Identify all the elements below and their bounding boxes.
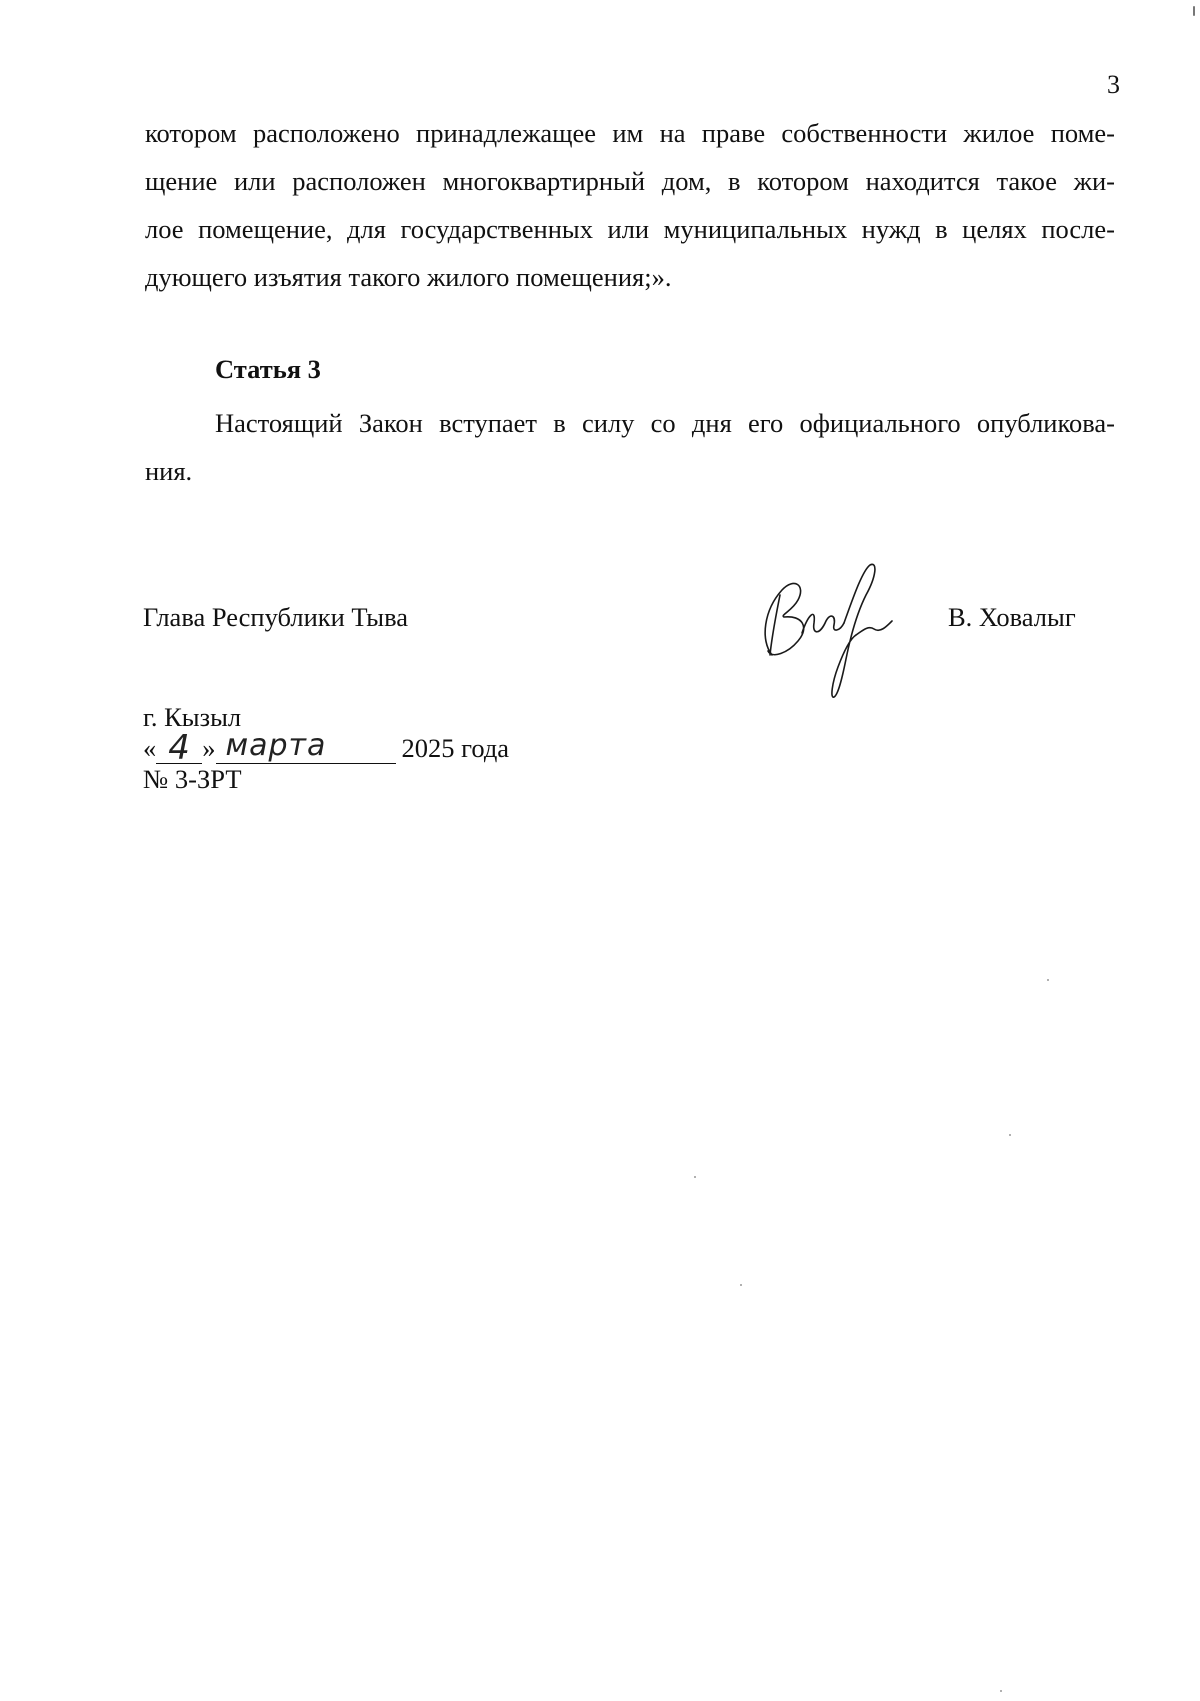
handwritten-signature-icon — [750, 555, 900, 705]
day-blank — [156, 728, 202, 768]
date-line — [143, 728, 510, 768]
day-handwritten: 4 — [168, 728, 190, 768]
paragraph-line: Настоящий Закон вступает в силу со дня его официального опубликова- — [215, 408, 1115, 438]
law-number: № 3-ЗРТ — [143, 764, 242, 794]
article-heading: Статья 3 — [215, 354, 321, 384]
paragraph-line: котором расположено принадлежащее им на праве собственности жилое поме- — [145, 118, 1115, 148]
year-text: 2025 года — [401, 733, 510, 763]
city-line: г. Кызыл — [143, 702, 242, 732]
month-blank — [216, 728, 396, 764]
scan-speck — [1193, 6, 1195, 16]
paragraph-line: ния. — [145, 456, 193, 486]
scan-speck — [740, 1284, 742, 1286]
paragraph-line: щение или расположен многоквартирный дом, в котором находится такое жи- — [145, 166, 1115, 196]
open-quote: « — [143, 733, 157, 763]
scan-speck — [694, 1176, 696, 1178]
signer-title: Глава Республики Тыва — [143, 602, 409, 632]
paragraph-line: лое помещение, для государственных или муниципальных нужд в целях после- — [145, 214, 1115, 244]
article-paragraph — [145, 399, 1115, 495]
paragraph-continuation — [145, 109, 1115, 301]
scan-speck — [1000, 1690, 1002, 1692]
signer-name: В. Ховалыг — [948, 602, 1076, 632]
month-handwritten: марта — [225, 728, 327, 763]
paragraph-line: дующего изъятия такого жилого помещения;». — [145, 262, 672, 292]
page-number: 3 — [1107, 70, 1120, 99]
scan-speck — [1009, 1134, 1011, 1136]
close-quote: » — [202, 733, 216, 763]
place-date-block — [143, 702, 509, 795]
scan-speck — [1047, 979, 1049, 981]
